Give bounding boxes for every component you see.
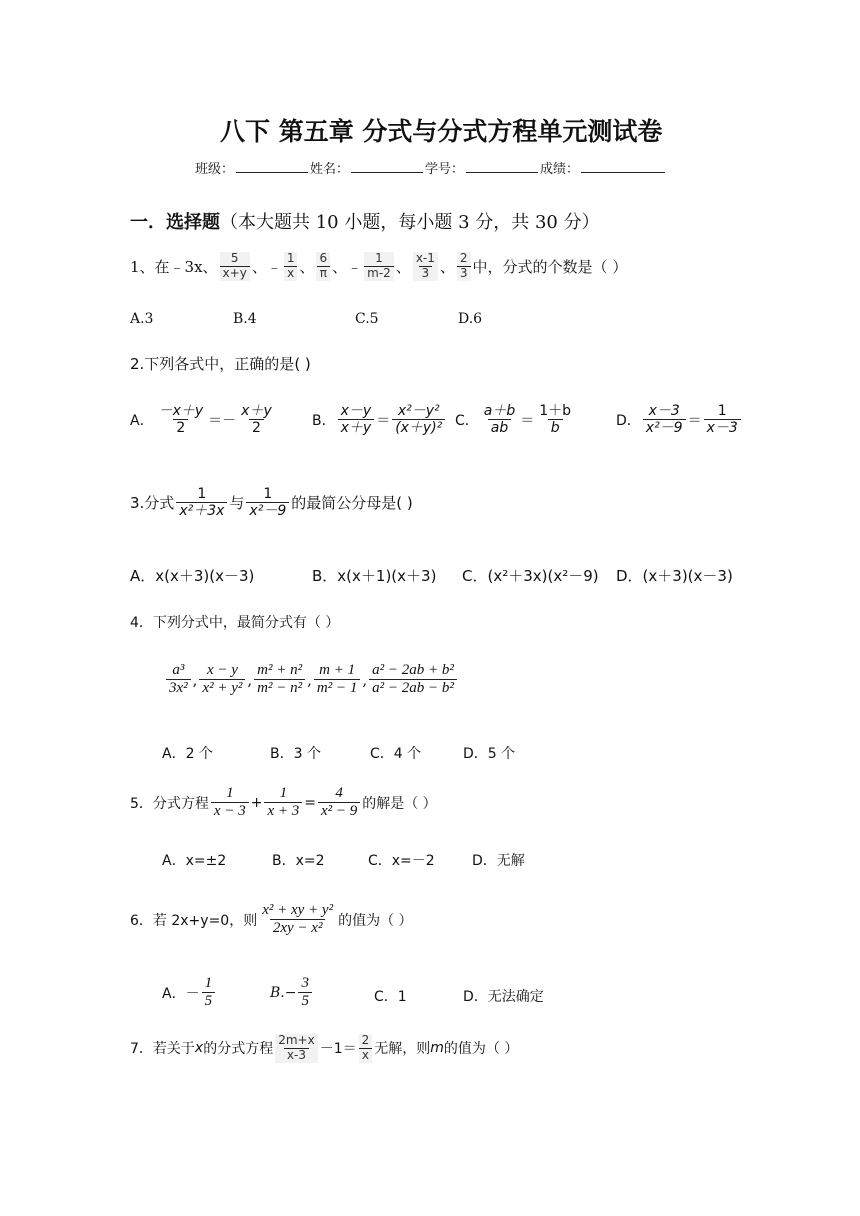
q5-frac-1: $\frac{1}{x - 3}$ [211, 785, 249, 821]
q5-option-c[interactable]: C．x=－2 [368, 853, 435, 869]
q6-frac: $\frac{\text{x² + xy + y²}}{\text{2xy − x²}}$ [262, 902, 334, 937]
q7-suffix: 的值为（ ） [443, 1041, 519, 1058]
q4-frac-4: $\frac{m + 1}{\text{m² − 1}}$ [314, 662, 360, 698]
q5-option-d[interactable]: D．无解 [472, 853, 525, 869]
q3-option-c[interactable]: C．(x²＋3x)(x²－9) [462, 567, 599, 585]
section-heading [130, 208, 600, 234]
q2-option-c[interactable] [455, 403, 576, 436]
class-blank[interactable] [236, 160, 308, 173]
section-note: （本大题共 10 小题，每小题 3 分，共 30 分） [220, 212, 600, 233]
q7-var-x: x [194, 1040, 204, 1057]
q1-sep: 、﹣ [332, 257, 363, 276]
comma: , [192, 670, 198, 689]
q6-option-c[interactable]: C．1 [374, 989, 407, 1005]
q1-option-c[interactable]: C.5 [355, 311, 379, 327]
q2-stem: 2.下列各式中，正确的是( ) [130, 355, 311, 373]
question-6 [130, 902, 413, 938]
q7-suffix: 无解，则 [374, 1041, 431, 1058]
q2-d-left-frac: $\frac{x-3}{\text{x²－9}}$ [643, 403, 686, 436]
option-label: A． [130, 412, 154, 429]
comma: , [307, 670, 312, 689]
id-label: 学号： [425, 162, 465, 177]
q1-frac-1: $\frac{5}{x+y}$ [220, 252, 250, 281]
q3-option-b[interactable]: B．x(x＋1)(x＋3) [312, 567, 437, 585]
name-label: 姓名： [310, 162, 350, 177]
question-5 [130, 785, 437, 821]
q2-d-right-frac: $\frac{1}{x-3}$ [704, 403, 741, 436]
q1-option-b[interactable]: B.4 [233, 311, 257, 327]
comma: , [362, 670, 368, 689]
id-blank[interactable] [466, 160, 538, 173]
q6-option-b[interactable] [270, 975, 314, 1011]
q5-option-a[interactable]: A．x=±2 [162, 853, 227, 869]
q4-frac-5: $\frac{\text{a² − 2ab + b²}}{\text{a² − 2ab − b²}}$ [369, 662, 457, 698]
q1-frac-3: $\frac{6}{\pi}$ [316, 252, 330, 281]
q2-b-left-frac: $\frac{x-y}{x+y}$ [338, 403, 375, 436]
q4-fractions [164, 662, 459, 698]
q6-a-frac: $\frac{1}{5}$ [202, 975, 216, 1011]
q1-prefix: 1、在﹣3x、 [130, 257, 218, 276]
q3-suffix: 的最简公分母是( ) [291, 494, 413, 513]
student-info-line [195, 158, 667, 177]
q7-mid: 的分式方程 [203, 1041, 274, 1058]
q1-frac-4: $\frac{1}{m-2}$ [364, 252, 394, 281]
q1-suffix: 中，分式的个数是（ ） [472, 257, 628, 276]
equals: = [304, 794, 316, 811]
q4-frac-1: $\frac{\text{a³}}{\text{3x²}}$ [166, 662, 191, 698]
q7-var-m: m [430, 1040, 444, 1057]
question-7 [130, 1034, 518, 1063]
q4-option-c[interactable]: C．4 个 [370, 746, 422, 762]
q7-frac-2: $\frac{2}{x}$ [359, 1034, 373, 1063]
question-3 [130, 486, 413, 519]
q2-option-a[interactable] [130, 403, 277, 436]
question-1 [130, 252, 627, 281]
q1-sep: 、 [439, 257, 455, 276]
q1-frac-6: $\frac{2}{3}$ [457, 252, 471, 281]
option-label: D． [616, 412, 641, 429]
plus: + [250, 794, 263, 811]
equals: ＝ [376, 412, 391, 429]
q2-c-left-frac: $\frac{a+b}{ab}$ [483, 403, 516, 437]
score-label: 成绩： [540, 162, 580, 177]
q6-prefix: 6．若 2x+y=0，则 [130, 912, 258, 929]
q2-c-right-frac: $\frac{1+b}{b}$ [539, 403, 572, 437]
q5-prefix: 5．分式方程 [130, 795, 209, 812]
equals: ＝ [687, 412, 702, 429]
q2-b-right-frac: $\frac{\text{x²－y²}}{\text{(x＋y)²}}$ [392, 403, 445, 436]
name-blank[interactable] [351, 160, 423, 173]
q2-a-left-frac: $\frac{-x+y}{2}$ [158, 403, 204, 437]
q2-option-d[interactable] [616, 403, 743, 436]
q7-prefix: 7．若关于 [130, 1041, 195, 1058]
q4-frac-3: $\frac{\text{m² + n²}}{\text{m² − n²}}$ [254, 662, 305, 698]
q2-option-b[interactable] [312, 403, 447, 436]
q6-option-a[interactable] [162, 975, 217, 1011]
score-blank[interactable] [581, 160, 665, 173]
option-label: C． [455, 412, 479, 429]
equals: ＝－ [208, 412, 237, 429]
q5-option-b[interactable]: B．x=2 [272, 853, 325, 869]
q1-option-a[interactable]: A.3 [130, 311, 154, 327]
q4-option-d[interactable]: D．5 个 [463, 746, 516, 762]
q1-option-d[interactable]: D.6 [458, 311, 483, 327]
q3-mid: 与 [229, 494, 245, 513]
q3-prefix: 3.分式 [130, 494, 175, 513]
q1-frac-2: $\frac{1}{x}$ [284, 252, 298, 281]
option-label: A．－ [162, 985, 200, 1002]
q1-sep: 、 [299, 257, 315, 276]
q4-stem: 4．下列分式中，最简分式有（ ） [130, 615, 340, 631]
q3-frac-1: $\frac{1}{\text{x²＋3x}}$ [176, 486, 227, 519]
q1-sep: 、﹣ [251, 257, 282, 276]
page-title: 八下 第五章 分式与分式方程单元测试卷 [220, 117, 663, 146]
q5-suffix: 的解是（ ） [362, 795, 437, 812]
class-label: 班级： [195, 162, 235, 177]
q5-frac-3: $\frac{4}{\text{x² − 9}}$ [318, 785, 360, 821]
q4-option-a[interactable]: A．2 个 [162, 746, 213, 762]
option-label: B． [312, 412, 336, 429]
equals: ＝ [520, 412, 535, 429]
q3-option-d[interactable]: D．(x＋3)(x－3) [616, 567, 733, 585]
q6-option-d[interactable]: D．无法确定 [463, 989, 544, 1005]
q1-sep: 、 [395, 257, 411, 276]
comma: , [247, 670, 253, 689]
section-title: 一．选择题 [130, 212, 220, 233]
q7-frac-1: $\frac{2m+x}{x-3}$ [275, 1034, 317, 1063]
option-label: B.− [270, 984, 297, 1001]
q1-frac-5: $\frac{x-1}{3}$ [413, 252, 438, 281]
q4-frac-2: $\frac{x - y}{\text{x² + y²}}$ [199, 662, 245, 698]
q4-option-b[interactable]: B．3 个 [270, 746, 321, 762]
q6-suffix: 的值为（ ） [338, 912, 413, 929]
q7-eq: －1＝ [319, 1041, 357, 1058]
q3-frac-2: $\frac{1}{\text{x²－9}}$ [246, 486, 289, 519]
q2-a-right-frac: $\frac{x+y}{2}$ [241, 403, 272, 437]
q5-frac-2: $\frac{1}{x + 3}$ [264, 785, 302, 821]
q6-b-frac: $\frac{3}{5}$ [298, 975, 312, 1011]
q3-option-a[interactable]: A．x(x＋3)(x－3) [130, 567, 255, 585]
